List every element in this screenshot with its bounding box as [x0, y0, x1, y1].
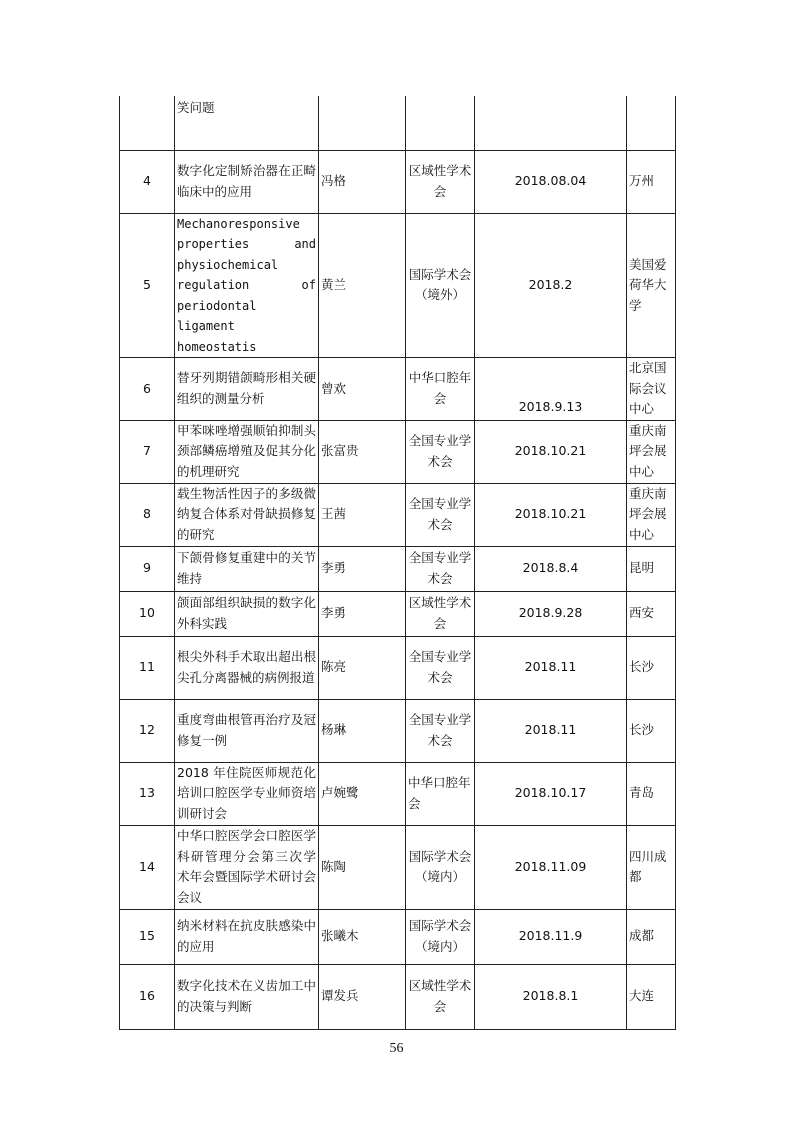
row-number: 14 — [120, 825, 175, 909]
speaker-name: 陈陶 — [319, 825, 406, 909]
row-number: 8 — [120, 483, 175, 546]
speaker-name: 谭发兵 — [319, 964, 406, 1029]
speaker-name: 李勇 — [319, 546, 406, 591]
meeting-date: 2018.11.9 — [475, 909, 627, 964]
row-number — [120, 96, 175, 150]
speaker-name: 王茜 — [319, 483, 406, 546]
row-number: 16 — [120, 964, 175, 1029]
meeting-date: 2018.11 — [475, 699, 627, 762]
meeting-type: 区域性学术会 — [406, 591, 475, 636]
table-row — [120, 909, 676, 964]
report-title: 中华口腔医学会口腔医学科研管理分会第三次学 术年会暨国际学术研讨会会议 — [175, 825, 319, 909]
row-number: 7 — [120, 420, 175, 483]
meeting-date: 2018.10.17 — [475, 762, 627, 825]
meeting-place: 西安 — [627, 591, 676, 636]
meeting-date: 2018.8.1 — [475, 964, 627, 1029]
meeting-date: 2018.9.13 — [475, 358, 627, 421]
table-row — [120, 636, 676, 699]
meeting-place: 成都 — [627, 909, 676, 964]
meeting-type: 全国专业学术会 — [406, 483, 475, 546]
speaker-name — [319, 96, 406, 150]
speaker-name: 卢婉鹭 — [319, 762, 406, 825]
meeting-date: 2018.10.21 — [475, 483, 627, 546]
row-number: 12 — [120, 699, 175, 762]
meeting-type: 全国专业学术会 — [406, 636, 475, 699]
report-title: 重度弯曲根管再治疗及冠修复一例 — [175, 699, 319, 762]
speaker-name: 黄兰 — [319, 213, 406, 358]
meeting-date: 2018.11 — [475, 636, 627, 699]
row-number: 13 — [120, 762, 175, 825]
report-title: 颌面部组织缺损的数字化外科实践 — [175, 591, 319, 636]
meeting-place: 重庆南坪会展中心 — [627, 420, 676, 483]
meeting-place: 重庆南坪会展中心 — [627, 483, 676, 546]
table-row — [120, 762, 676, 825]
table-row — [120, 825, 676, 909]
speaker-name: 冯格 — [319, 150, 406, 213]
table-row — [120, 150, 676, 213]
meeting-type: 区域性学术会 — [406, 150, 475, 213]
report-title: 纳米材料在抗皮肤感染中的应用 — [175, 909, 319, 964]
meeting-type: 全国专业学术会 — [406, 546, 475, 591]
row-number: 11 — [120, 636, 175, 699]
report-title: 2018 年住院医师规范化培训口腔医学专业师资培训研讨会 — [175, 762, 319, 825]
meeting-place: 大连 — [627, 964, 676, 1029]
table-row — [120, 964, 676, 1029]
meeting-place: 万州 — [627, 150, 676, 213]
speaker-name: 张曦木 — [319, 909, 406, 964]
meeting-type: 国际学术会（境内） — [406, 909, 475, 964]
table-row — [120, 358, 676, 421]
meeting-place: 长沙 — [627, 699, 676, 762]
conference-report-table — [119, 96, 676, 1030]
report-title: 根尖外科手术取出超出根尖孔分离器械的病例报道 — [175, 636, 319, 699]
meeting-date: 2018.08.04 — [475, 150, 627, 213]
page-number: 56 — [389, 1041, 404, 1056]
speaker-name: 张富贵 — [319, 420, 406, 483]
meeting-type: 中华口腔年会 — [406, 762, 475, 825]
row-number: 15 — [120, 909, 175, 964]
meeting-type: 国际学术会（境外） — [406, 213, 475, 358]
row-number: 9 — [120, 546, 175, 591]
meeting-date: 2018.10.21 — [475, 420, 627, 483]
speaker-name: 曾欢 — [319, 358, 406, 421]
meeting-place: 昆明 — [627, 546, 676, 591]
row-number: 10 — [120, 591, 175, 636]
meeting-date — [475, 96, 627, 150]
meeting-place: 青岛 — [627, 762, 676, 825]
speaker-name: 李勇 — [319, 591, 406, 636]
table-row — [120, 483, 676, 546]
report-title: Mechanoresponsive properties and physiochemical regulation of periodontal ligament homeostatis — [175, 213, 319, 358]
table-row — [120, 213, 676, 358]
table-row — [120, 591, 676, 636]
report-title: 甲苯咪唑增强顺铂抑制头颈部鳞癌增殖及促其分化的机理研究 — [175, 420, 319, 483]
row-number: 4 — [120, 150, 175, 213]
meeting-type: 国际学术会（境内） — [406, 825, 475, 909]
meeting-place: 美国爱荷华大学 — [627, 213, 676, 358]
meeting-place: 北京国际会议中心 — [627, 358, 676, 421]
table-row — [120, 546, 676, 591]
meeting-type — [406, 96, 475, 150]
meeting-date: 2018.2 — [475, 213, 627, 358]
meeting-place — [627, 96, 676, 150]
meeting-date: 2018.8.4 — [475, 546, 627, 591]
speaker-name: 陈亮 — [319, 636, 406, 699]
meeting-type: 全国专业学术会 — [406, 420, 475, 483]
report-title: 数字化定制矫治器在正畸临床中的应用 — [175, 150, 319, 213]
speaker-name: 杨琳 — [319, 699, 406, 762]
report-title: 替牙列期错颌畸形相关硬组织的测量分析 — [175, 358, 319, 421]
meeting-place: 四川成都 — [627, 825, 676, 909]
meeting-date: 2018.9.28 — [475, 591, 627, 636]
meeting-place: 长沙 — [627, 636, 676, 699]
table-row — [120, 699, 676, 762]
report-title: 笑问题 — [175, 96, 319, 150]
report-title: 数字化技术在义齿加工中的决策与判断 — [175, 964, 319, 1029]
meeting-date: 2018.11.09 — [475, 825, 627, 909]
meeting-type: 全国专业学术会 — [406, 699, 475, 762]
table-row — [120, 420, 676, 483]
meeting-type: 区域性学术会 — [406, 964, 475, 1029]
table-row — [120, 96, 676, 150]
report-title: 下颌骨修复重建中的关节维持 — [175, 546, 319, 591]
report-title: 载生物活性因子的多级微纳复合体系对骨缺损修复的研究 — [175, 483, 319, 546]
row-number: 5 — [120, 213, 175, 358]
row-number: 6 — [120, 358, 175, 421]
meeting-type: 中华口腔年会 — [406, 358, 475, 421]
